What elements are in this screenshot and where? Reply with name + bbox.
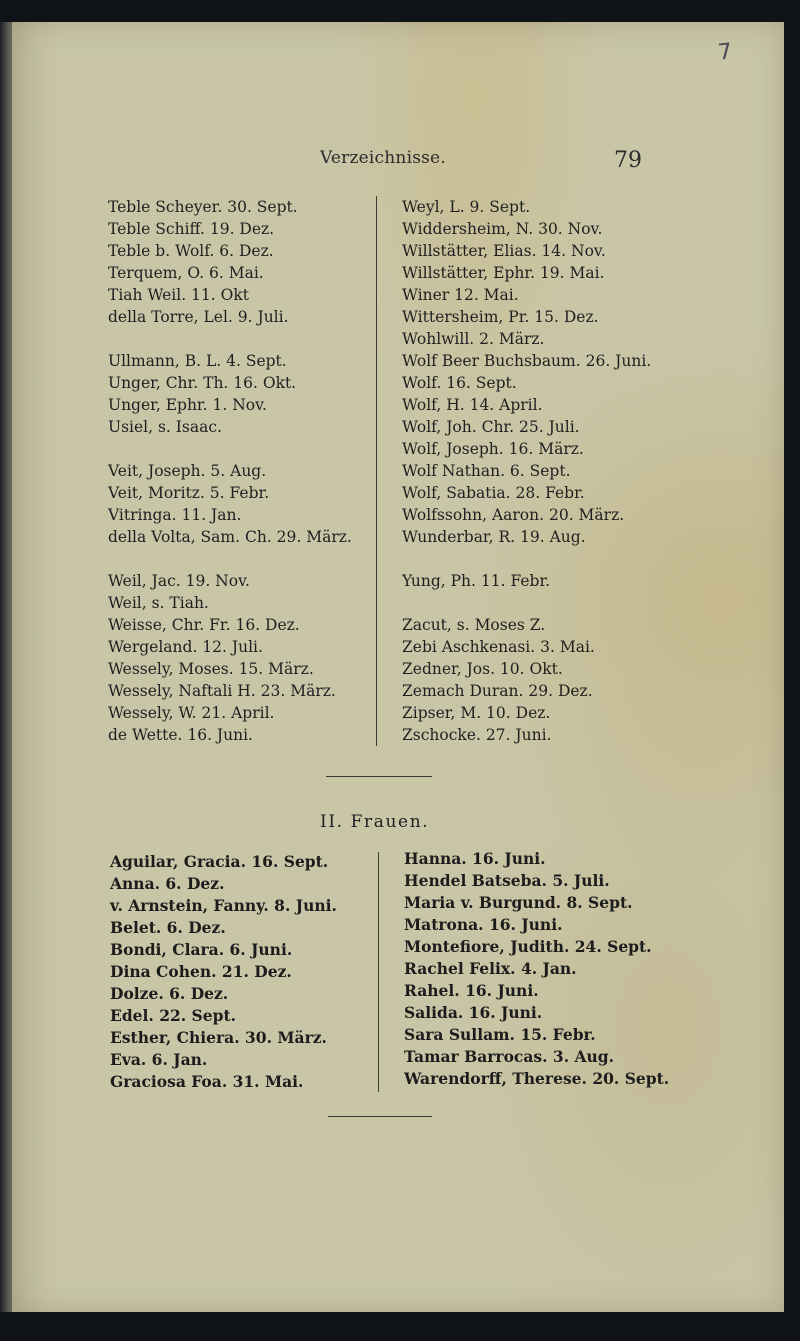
group-gap: [402, 548, 651, 570]
index-entry: Wolf Beer Buchsbaum. 26. Juni.: [402, 352, 652, 370]
index-entry: Wolf. 16. Sept.: [402, 374, 517, 392]
index-entry: Zipser, M. 10. Dez.: [402, 704, 551, 722]
index-entry: Teble Scheyer. 30. Sept.: [108, 198, 298, 216]
index-entry: Rachel Felix. 4. Jan.: [404, 959, 577, 978]
index-entry: Wolf, Joseph. 16. März.: [402, 440, 584, 458]
index-entry: della Volta, Sam. Ch. 29. März.: [108, 528, 352, 546]
index-entry: Teble Schiff. 19. Dez.: [108, 220, 275, 238]
index-entry: Warendorff, Therese. 20. Sept.: [404, 1069, 670, 1088]
index-entry: Wittersheim, Pr. 15. Dez.: [402, 308, 599, 326]
index-entry: Weisse, Chr. Fr. 16. Dez.: [108, 616, 300, 634]
index-entry: Wolf, Sabatia. 28. Febr.: [402, 484, 585, 502]
index-entry: v. Arnstein, Fanny. 8. Juni.: [110, 896, 337, 915]
section-separator-rule: [326, 776, 432, 777]
index-entry: Teble b. Wolf. 6. Dez.: [108, 242, 274, 260]
group-gap: [108, 438, 352, 460]
index-entry: Yung, Ph. 11. Febr.: [402, 572, 551, 590]
group-gap: [402, 592, 651, 614]
index-entry: Rahel. 16. Juni.: [404, 981, 539, 1000]
end-rule: [328, 1116, 432, 1117]
index-entry: Wolfssohn, Aaron. 20. März.: [402, 506, 625, 524]
index-entry: Dolze. 6. Dez.: [110, 984, 229, 1003]
index-entry: Eva. 6. Jan.: [110, 1050, 208, 1069]
column-divider: [376, 196, 377, 746]
index-entry: Willstätter, Elias. 14. Nov.: [402, 242, 606, 260]
index-entry: Salida. 16. Juni.: [404, 1003, 543, 1022]
index-entry: Tamar Barrocas. 3. Aug.: [404, 1047, 615, 1066]
page-number: 79: [614, 148, 642, 173]
running-header-title: Verzeichnisse.: [320, 148, 446, 168]
index-entry: Zschocke. 27. Juni.: [402, 726, 552, 744]
frauen-column-divider: [378, 852, 379, 1092]
index-entry: Hendel Batseba. 5. Juli.: [404, 871, 610, 890]
frauen-right-column: [404, 848, 669, 1090]
index-entry: Dina Cohen. 21. Dez.: [110, 962, 292, 981]
index-entry: Hanna. 16. Juni.: [404, 849, 546, 868]
index-entry: Tiah Weil. 11. Okt: [108, 286, 249, 304]
index-entry: Veit, Joseph. 5. Aug.: [108, 462, 267, 480]
index-entry: Unger, Chr. Th. 16. Okt.: [108, 374, 297, 392]
index-entry: Edel. 22. Sept.: [110, 1006, 237, 1025]
index-entry: Wessely, W. 21. April.: [108, 704, 275, 722]
index-entry: Maria v. Burgund. 8. Sept.: [404, 893, 633, 912]
index-entry: Weil, Jac. 19. Nov.: [108, 572, 250, 590]
index-right-column: [402, 196, 651, 746]
index-entry: Veit, Moritz. 5. Febr.: [108, 484, 270, 502]
index-entry: Winer 12. Mai.: [402, 286, 519, 304]
section-title-frauen: II. Frauen.: [320, 812, 430, 832]
index-entry: Sara Sullam. 15. Febr.: [404, 1025, 596, 1044]
index-entry: Wessely, Moses. 15. März.: [108, 660, 314, 678]
index-entry: Graciosa Foa. 31. Mai.: [110, 1072, 304, 1091]
index-entry: Wolf, H. 14. April.: [402, 396, 543, 414]
index-entry: Wolf Nathan. 6. Sept.: [402, 462, 571, 480]
group-gap: [108, 548, 352, 570]
index-entry: Anna. 6. Dez.: [110, 874, 225, 893]
index-entry: Montefiore, Judith. 24. Sept.: [404, 937, 652, 956]
index-left-column: [108, 196, 352, 746]
index-entry: de Wette. 16. Juni.: [108, 726, 253, 744]
index-entry: Weyl, L. 9. Sept.: [402, 198, 531, 216]
index-entry: Usiel, s. Isaac.: [108, 418, 222, 436]
index-entry: Bondi, Clara. 6. Juni.: [110, 940, 293, 959]
index-entry: Zebi Aschkenasi. 3. Mai.: [402, 638, 595, 656]
index-entry: Wessely, Naftali H. 23. März.: [108, 682, 336, 700]
index-entry: Wolf, Joh. Chr. 25. Juli.: [402, 418, 580, 436]
index-entry: Unger, Ephr. 1. Nov.: [108, 396, 267, 414]
group-gap: [108, 328, 352, 350]
index-entry: Wunderbar, R. 19. Aug.: [402, 528, 586, 546]
index-entry: Aguilar, Gracia. 16. Sept.: [110, 852, 329, 871]
index-entry: Widdersheim, N. 30. Nov.: [402, 220, 603, 238]
handwritten-page-mark: 7: [716, 39, 734, 66]
index-entry: Vitringa. 11. Jan.: [108, 506, 242, 524]
index-entry: della Torre, Lel. 9. Juli.: [108, 308, 289, 326]
index-entry: Zemach Duran. 29. Dez.: [402, 682, 593, 700]
index-entry: Terquem, O. 6. Mai.: [108, 264, 264, 282]
index-entry: Ullmann, B. L. 4. Sept.: [108, 352, 287, 370]
frauen-left-column: [110, 851, 337, 1093]
index-entry: Esther, Chiera. 30. März.: [110, 1028, 327, 1047]
index-entry: Zacut, s. Moses Z.: [402, 616, 546, 634]
index-entry: Belet. 6. Dez.: [110, 918, 226, 937]
index-entry: Matrona. 16. Juni.: [404, 915, 563, 934]
index-entry: Willstätter, Ephr. 19. Mai.: [402, 264, 605, 282]
index-entry: Weil, s. Tiah.: [108, 594, 209, 612]
index-entry: Wergeland. 12. Juli.: [108, 638, 263, 656]
index-entry: Wohlwill. 2. März.: [402, 330, 545, 348]
index-entry: Zedner, Jos. 10. Okt.: [402, 660, 563, 678]
